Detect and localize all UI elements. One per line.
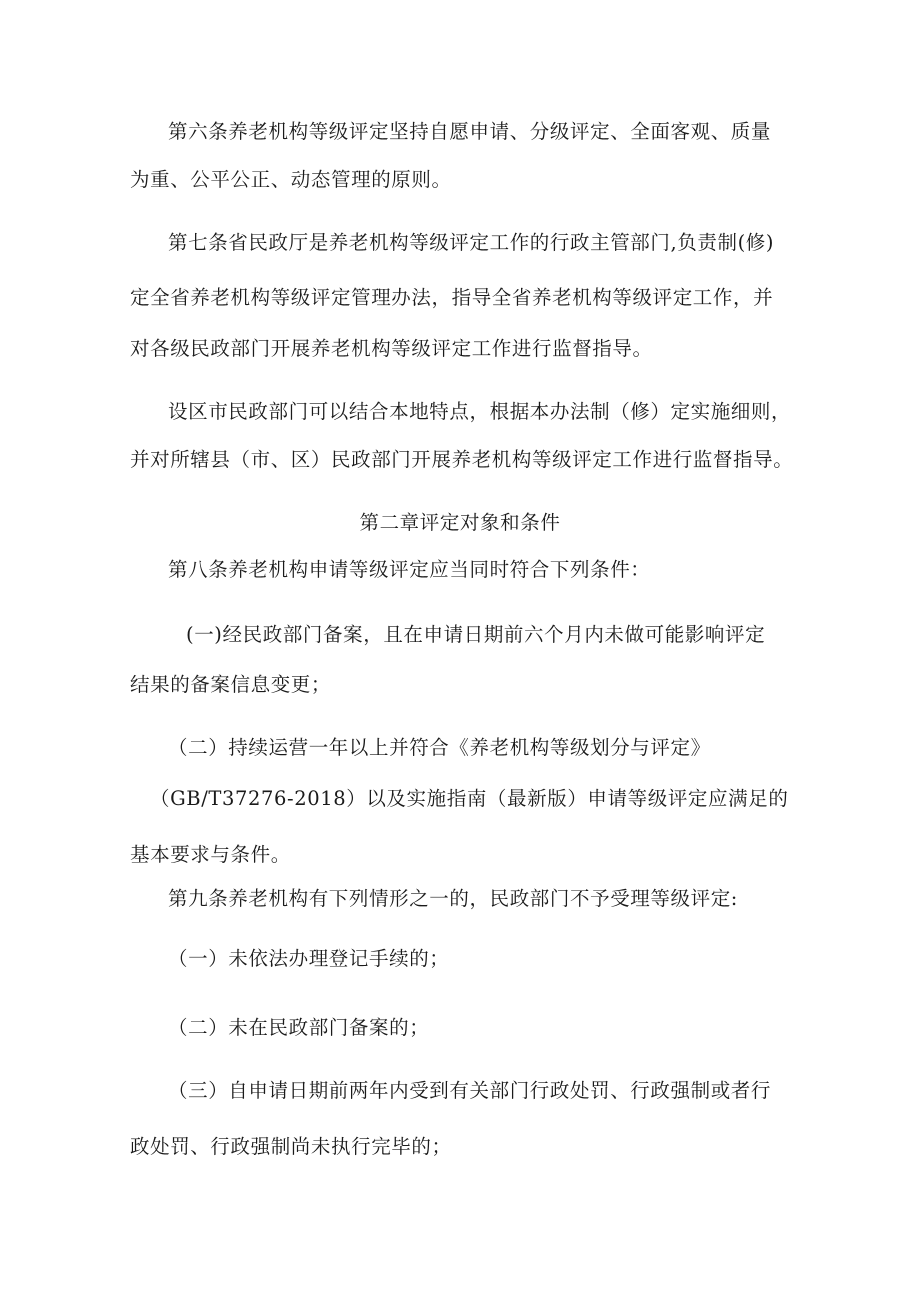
article-7-line-1: 第七条省民政厅是养老机构等级评定工作的行政主管部门,负责制(修) <box>168 231 775 254</box>
article-8-item-2-line-1: （二）持续运营一年以上并符合《养老机构等级划分与评定》 <box>168 736 711 759</box>
article-9-item-3-line-1: （三）自申请日期前两年内受到有关部门行政处罚、行政强制或者行 <box>168 1079 772 1102</box>
article-8-item-1-line-1: (一)经民政部门备案，且在申请日期前六个月内未做可能影响评定 <box>186 623 766 646</box>
article-7-line-2: 定全省养老机构等级评定管理办法，指导全省养老机构等级评定工作，并 <box>130 286 774 309</box>
article-9-item-2: （二）未在民政部门备案的； <box>168 1016 430 1039</box>
article-7-para-2-line-1: 设区市民政部门可以结合本地特点，根据本办法制（修）定实施细则， <box>168 400 792 423</box>
article-9-intro: 第九条养老机构有下列情形之一的，民政部门不予受理等级评定: <box>168 887 738 910</box>
article-6-line-2: 为重、公平公正、动态管理的原则。 <box>130 168 452 191</box>
article-7-line-3: 对各级民政部门开展养老机构等级评定工作进行监督指导。 <box>130 337 653 360</box>
article-9-item-3-line-2: 政处罚、行政强制尚未执行完毕的； <box>130 1135 452 1158</box>
article-6-line-1: 第六条养老机构等级评定坚持自愿申请、分级评定、全面客观、质量 <box>168 120 772 143</box>
article-8-intro: 第八条养老机构申请等级评定应当同时符合下列条件： <box>168 558 651 581</box>
chapter-2-title: 第二章评定对象和条件 <box>359 511 561 534</box>
article-8-item-2-line-2: （GB/T37276-2018）以及实施指南（最新版）申请等级评定应满足的 <box>150 787 789 810</box>
article-7-para-2-line-2: 并对所辖县（市、区）民政部门开展养老机构等级评定工作进行监督指导。 <box>130 448 794 471</box>
article-9-item-1: （一）未依法办理登记手续的； <box>168 947 450 970</box>
article-8-item-1-line-2: 结果的备案信息变更； <box>130 673 332 696</box>
article-8-item-2-line-3: 基本要求与条件。 <box>130 843 291 866</box>
